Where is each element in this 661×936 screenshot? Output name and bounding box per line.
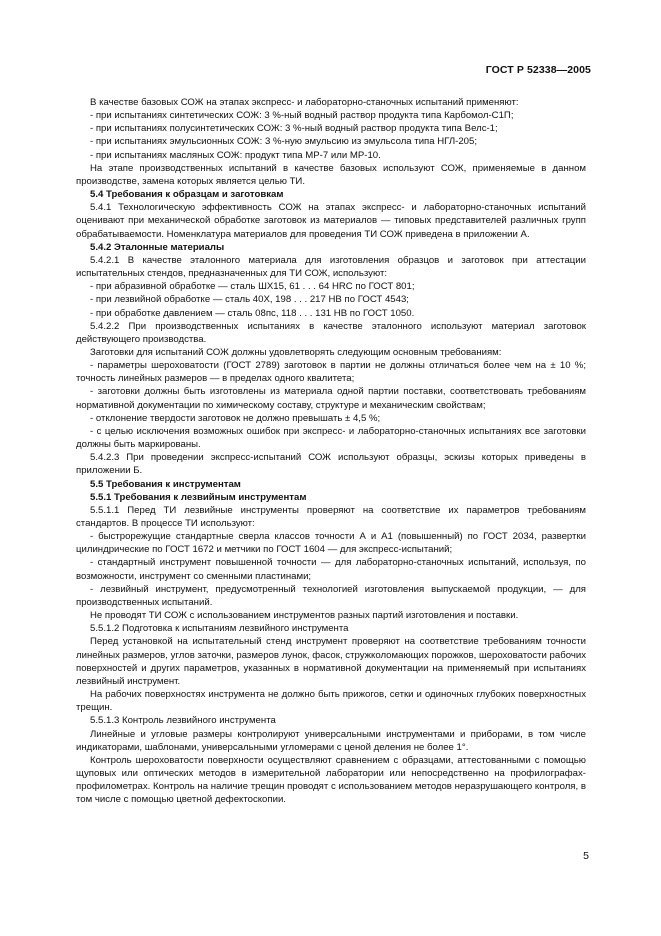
paragraph: 5.4.1 Технологическую эффективность СОЖ на этапах экспресс- и лабораторно-станочных испытаний оценивают при механической обработке заготовок из материалов — типовых представителей различных групп обрабатываемости. Номенклатура материалов для проведения ТИ СОЖ приведена в приложении А. (76, 202, 586, 240)
paragraph: Контроль шероховатости поверхности осуществляют сравнением с образцами, аттестованными с помощью щуповых или оптических методов в измерительной лаборатории или непосредственно на профилографах-профилометрах. Контроль на наличие трещин проводят с использованием методов неразрушающего контроля, в том числе с помощью цветной дефектоскопии. (76, 754, 586, 806)
paragraph: Перед установкой на испытательный стенд инструмент проверяют на соответствие требованиям точности линейных размеров, углов заточки, размеров лунок, фасок, стружколомающих порожков, шероховатости рабочих поверхностей и других параметров, указанных в нормативной документации на применяемый при испытаниях лезвийный инструмент. (76, 636, 586, 687)
document-header: ГОСТ Р 52338—2005 (485, 64, 591, 76)
paragraph: 5.4.2.3 При проведении экспресс-испытаний СОЖ используют образцы, эскизы которых приведены в приложении Б. (76, 452, 586, 477)
list-item: - лезвийный инструмент, предусмотренный технологией изготовления выпускаемой продукции, — для производственных испытаний. (76, 583, 586, 608)
list-item: - при испытаниях полусинтетических СОЖ: 3 %-ный водный раствор продукта типа Велс-1; (90, 123, 498, 135)
list-item: - параметры шероховатости (ГОСТ 2789) заготовок в партии не должны отличаться более чем на ± 10 %; точность линейных размеров — в пределах одного квалитета; (76, 360, 586, 385)
section-heading: 5.4.2 Эталонные материалы (90, 241, 225, 253)
list-item: - при испытаниях масляных СОЖ: продукт типа МР-7 или МР-10. (90, 149, 381, 161)
paragraph: На рабочих поверхностях инструмента не должно быть прижогов, сетки и одиночных глубоких поверхностных трещин. (76, 689, 586, 714)
list-item: - при испытаниях синтетических СОЖ: 3 %-ный водный раствор продукта типа Карбомол-С1П; (90, 110, 514, 122)
paragraph: 5.4.2.2 При производственных испытаниях в качестве эталонного используют материал заготовок действующего производства. (76, 320, 586, 345)
list-item: - с целью исключения возможных ошибок при экспресс- и лабораторно-станочных испытаниях все заготовки должны быть маркированы. (76, 425, 586, 451)
list-item: - отклонение твердости заготовок не должно превышать ± 4,5 %; (90, 412, 381, 424)
document-body (76, 96, 586, 806)
paragraph: Не проводят ТИ СОЖ с использованием инструментов разных партий изготовления и поставки. (90, 610, 519, 622)
list-item: - при обработке давлением — сталь 08пс, 118 . . . 131 НВ по ГОСТ 1050. (90, 307, 415, 319)
section-heading: 5.4 Требования к образцам и заготовкам (90, 189, 284, 201)
paragraph: На этапе производственных испытаний в качестве базовых используют СОЖ, применяемые в данном производстве, замена которых является целью ТИ. (76, 162, 586, 187)
list-item: - быстрорежущие стандартные сверла классов точности А и А1 (повышенный) по ГОСТ 2034, развертки цилиндрические по ГОСТ 1672 и метчики по ГОСТ 1604 — для экспресс-испытаний; (76, 531, 586, 556)
paragraph: 5.5.1.3 Контроль лезвийного инструмента (90, 715, 276, 727)
paragraph: 5.4.2.1 В качестве эталонного материала для изготовления образцов и заготовок при аттестации испытательных стендов, предназначенных для ТИ СОЖ, используют: (76, 254, 586, 280)
list-item: - при испытаниях эмульсионных СОЖ: 3 %-ную эмульсию из эмульсола типа НГЛ-205; (90, 136, 477, 148)
paragraph: 5.5.1.1 Перед ТИ лезвийные инструменты проверяют на соответствие их параметров требованиям стандартов. В процессе ТИ используют: (76, 504, 586, 529)
paragraph: 5.5.1.2 Подготовка к испытаниям лезвийного инструмента (90, 623, 349, 635)
paragraph: Заготовки для испытаний СОЖ должны удовлетворять следующим основным требованиям: (90, 346, 502, 358)
section-heading: 5.5 Требования к инструментам (90, 478, 241, 490)
page-number: 5 (583, 850, 589, 862)
list-item: - стандартный инструмент повышенной точности — для лабораторно-станочных испытаний, используя, по возможности, инструмент со сменными пластинами; (76, 557, 586, 582)
list-item: - заготовки должны быть изготовлены из материала одной партии поставки, соответствовать требованиям нормативной документации по химическому составу, структуре и механическим свойствам; (76, 386, 586, 411)
list-item: - при лезвийной обработке — сталь 40Х, 198 . . . 217 НВ по ГОСТ 4543; (90, 294, 409, 306)
paragraph: Линейные и угловые размеры контролируют универсальными инструментами и приборами, в том числе индикаторами, шаблонами, универсальными угломерами с ценой деления не более 1°. (76, 728, 586, 753)
subsection-heading: 5.5.1 Требования к лезвийным инструментам (90, 491, 307, 503)
paragraph: В качестве базовых СОЖ на этапах экспресс- и лабораторно-станочных испытаний применяют: (90, 97, 519, 108)
list-item: - при абразивной обработке — сталь ШХ15, 61 . . . 64 HRC по ГОСТ 801; (90, 281, 415, 293)
